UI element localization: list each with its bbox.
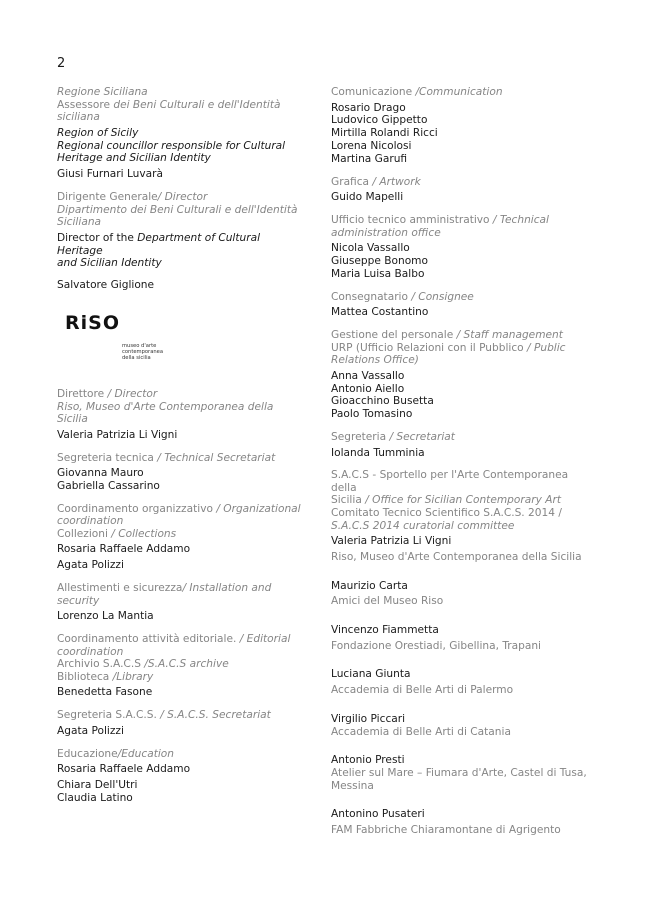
direttore-label: Direttore bbox=[57, 387, 108, 400]
person-name: Antonio Aiello bbox=[331, 382, 405, 395]
person-name: Agata Polizzi bbox=[57, 724, 124, 737]
person-name: Giusi Furnari Luvarà bbox=[57, 168, 164, 181]
comunicazione-label: Comunicazione bbox=[331, 86, 416, 98]
section-ufficio-tecnico bbox=[331, 214, 593, 281]
archivio-label: Archivio S.A.C.S bbox=[57, 658, 145, 671]
committee-member bbox=[331, 668, 593, 696]
riso-logo-subtitle: museo d'arte contemporanea della sicilia bbox=[122, 342, 164, 361]
biblioteca-label: Biblioteca bbox=[57, 670, 113, 683]
section-coordinamento bbox=[57, 503, 307, 572]
committee-member bbox=[331, 713, 593, 738]
section-grafica bbox=[331, 176, 593, 204]
coordinamento-label: Coordinamento organizzativo bbox=[57, 502, 217, 515]
section-segreteria-tecnica bbox=[57, 452, 307, 493]
person-name: Maurizio Carta bbox=[331, 579, 408, 592]
department-line-2: and Sicilian Identity bbox=[57, 257, 162, 270]
page-number: 2 bbox=[57, 56, 66, 71]
affiliation: Riso, Museo d'Arte Contemporanea della Sicilia bbox=[331, 551, 582, 564]
riso-logo-mark: RiSO bbox=[65, 311, 120, 334]
allestimenti-label-en: / Installation and security bbox=[57, 582, 272, 607]
person-name: Benedetta Fasone bbox=[57, 686, 153, 699]
affiliation: Messina bbox=[331, 779, 374, 792]
segreteria-sacs-label-en: / S.A.C.S. Secretariat bbox=[160, 709, 271, 722]
section-comunicazione bbox=[331, 86, 593, 166]
affiliation: Accademia di Belle Arti di Palermo bbox=[331, 684, 514, 697]
consegnatario-label: Consegnatario bbox=[331, 290, 412, 303]
person-name: Ludovico Gippetto bbox=[331, 114, 428, 127]
consignee-label: / Consignee bbox=[411, 290, 474, 303]
councillor-line-1: Regional councillor responsible for Cultural bbox=[57, 139, 286, 152]
education-label: /Education bbox=[117, 747, 174, 760]
segreteria-sacs-label: Segreteria S.A.C.S. bbox=[57, 709, 161, 722]
department-line-1: Department of Cultural Heritage bbox=[57, 231, 261, 257]
section-allestimenti bbox=[57, 582, 307, 623]
person-name: Luciana Giunta bbox=[331, 668, 411, 681]
regione-label: Regione Siciliana bbox=[57, 86, 148, 98]
section-educazione bbox=[57, 748, 307, 805]
region-of-sicily: Region of Sicily bbox=[57, 126, 139, 139]
section-dirigente bbox=[57, 191, 307, 292]
grafica-label: Grafica bbox=[331, 175, 373, 188]
person-name: Maria Luisa Balbo bbox=[331, 267, 425, 280]
administration-office-label: administration office bbox=[331, 226, 441, 239]
dirigente-label-en: / Director bbox=[157, 190, 208, 203]
committee-member bbox=[331, 580, 593, 608]
editoriale-label: Coordinamento attività editoriale. bbox=[57, 633, 240, 646]
staff-management-label: / Staff management bbox=[456, 328, 563, 341]
technical-label: / Technical bbox=[492, 213, 549, 226]
person-name: Mattea Costantino bbox=[331, 306, 429, 319]
person-name: Giovanna Mauro bbox=[57, 467, 144, 480]
assessore-label-italic: dei Beni Culturali e dell'Identità siciliana bbox=[57, 98, 281, 124]
coordination-label: coordination bbox=[57, 515, 124, 528]
person-name: Martina Garufi bbox=[331, 152, 408, 165]
person-name: Nicola Vassallo bbox=[331, 242, 410, 255]
urp-label: URP (Ufficio Relazioni con il Pubblico bbox=[331, 341, 528, 354]
person-name: Rosaria Raffaele Addamo bbox=[57, 763, 191, 776]
person-name: Agata Polizzi bbox=[57, 559, 124, 572]
person-name: Anna Vassallo bbox=[331, 369, 405, 382]
person-name: Iolanda Tumminia bbox=[331, 446, 425, 459]
section-personale bbox=[331, 329, 593, 421]
artwork-label: / Artwork bbox=[372, 175, 421, 188]
person-name: Lorenzo La Mantia bbox=[57, 610, 154, 623]
right-column bbox=[331, 86, 593, 847]
left-column bbox=[57, 86, 307, 815]
affiliation: Amici del Museo Riso bbox=[331, 595, 444, 608]
person-name: Rosario Drago bbox=[331, 101, 406, 114]
person-name: Claudia Latino bbox=[57, 791, 133, 804]
public-label: / Public bbox=[527, 341, 566, 354]
section-regione bbox=[57, 86, 307, 181]
affiliation: FAM Fabbriche Chiaramontane di Agrigento bbox=[331, 824, 561, 836]
person-name: Gabriella Cassarino bbox=[57, 479, 160, 492]
dirigente-label: Dirigente Generale bbox=[57, 190, 158, 203]
person-name: Antonino Pusateri bbox=[331, 808, 425, 821]
riso-logo bbox=[65, 312, 307, 368]
person-name: Lorena Nicolosi bbox=[331, 139, 412, 152]
archive-label: /S.A.C.S archive bbox=[144, 658, 229, 671]
affiliation: Accademia di Belle Arti di Catania bbox=[331, 725, 511, 738]
direttore-label-en: / Director bbox=[107, 387, 158, 400]
assessore-label: Assessore bbox=[57, 98, 114, 111]
person-name: Valeria Patrizia Li Vigni bbox=[57, 428, 178, 441]
communication-label: /Communication bbox=[415, 86, 503, 98]
coordinamento-label-en: / Organizational bbox=[216, 502, 301, 515]
dipartimento-line-2: Siciliana bbox=[57, 216, 102, 229]
affiliation: Fondazione Orestiadi, Gibellina, Trapani bbox=[331, 639, 542, 652]
section-sacs bbox=[331, 469, 593, 563]
office-label: / Office for Sicilian Contemporary Art bbox=[365, 494, 561, 507]
committee-member bbox=[331, 624, 593, 652]
person-name: Virgilio Piccari bbox=[331, 712, 406, 725]
collezioni-label: Collezioni bbox=[57, 527, 112, 540]
ufficio-label: Ufficio tecnico amministrativo bbox=[331, 213, 493, 226]
personale-label: Gestione del personale bbox=[331, 328, 457, 341]
person-name: Mirtilla Rolandi Ricci bbox=[331, 127, 438, 140]
committee-member bbox=[331, 808, 593, 836]
section-consegnatario bbox=[331, 291, 593, 319]
editoriale-label-en: / Editorial bbox=[239, 633, 291, 646]
person-name: Gioacchino Busetta bbox=[331, 395, 434, 408]
affiliation: Atelier sul Mare – Fiumara d'Arte, Castel di Tusa, bbox=[331, 767, 587, 780]
dipartimento-line-1: Dipartimento dei Beni Culturali e dell'Identità bbox=[57, 203, 298, 216]
person-name: Paolo Tomasino bbox=[331, 408, 413, 421]
person-name: Antonio Presti bbox=[331, 754, 405, 767]
person-name: Salvatore Giglione bbox=[57, 279, 155, 292]
person-name: Chiara Dell'Utri bbox=[57, 779, 138, 792]
secretariat-label: / Secretariat bbox=[389, 430, 455, 443]
section-segreteria bbox=[331, 431, 593, 459]
segreteria-tecnica-label: Segreteria tecnica bbox=[57, 451, 158, 464]
segreteria-label: Segreteria bbox=[331, 430, 390, 443]
sacs-line-1: S.A.C.S - Sportello per l'Arte Contemporanea della bbox=[331, 469, 569, 494]
director-of-label: Director of the bbox=[57, 231, 138, 244]
relations-office-label: Relations Office) bbox=[331, 354, 419, 367]
coordination-label: coordination bbox=[57, 645, 124, 658]
section-segreteria-sacs bbox=[57, 709, 307, 737]
sicilia-label: Sicilia bbox=[331, 494, 366, 507]
allestimenti-label: Allestimenti e sicurezza bbox=[57, 582, 183, 595]
educazione-label: Educazione bbox=[57, 747, 118, 760]
person-name: Rosaria Raffaele Addamo bbox=[57, 543, 191, 556]
person-name: Valeria Patrizia Li Vigni bbox=[331, 535, 452, 548]
person-name: Vincenzo Fiammetta bbox=[331, 624, 439, 637]
committee-member bbox=[331, 754, 593, 792]
person-name: Giuseppe Bonomo bbox=[331, 254, 428, 267]
section-direttore bbox=[57, 388, 307, 442]
library-label: /Library bbox=[112, 670, 154, 683]
curatorial-committee-label: S.A.C.S 2014 curatorial committee bbox=[331, 519, 515, 532]
segreteria-tecnica-label-en: / Technical Secretariat bbox=[157, 451, 276, 464]
person-name: Guido Mapelli bbox=[331, 191, 404, 204]
riso-museum-label: Riso, Museo d'Arte Contemporanea della Sicilia bbox=[57, 400, 274, 426]
councillor-line-2: Heritage and Sicilian Identity bbox=[57, 152, 211, 165]
collections-label: / Collections bbox=[111, 527, 177, 540]
comitato-label: Comitato Tecnico Scientifico S.A.C.S. 2014 / bbox=[331, 507, 562, 520]
section-editoriali bbox=[57, 633, 307, 699]
